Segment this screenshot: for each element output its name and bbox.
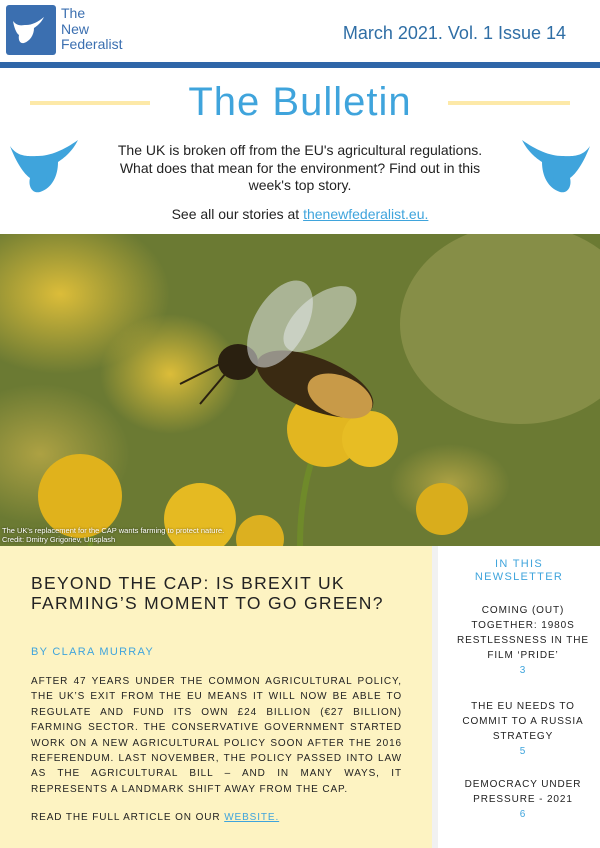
bull-right-icon — [508, 134, 594, 198]
read-more-line — [31, 812, 279, 823]
see-all-line — [0, 206, 600, 222]
contents-item[interactable] — [438, 699, 600, 759]
contents-heading-line-2: NEWSLETTER — [474, 571, 564, 583]
bulletin-intro: The UK is broken off from the EU's agricultural regulations. What does that mean for the environment? Find out in this week's top story. — [117, 142, 483, 193]
article-body: AFTER 47 YEARS UNDER THE COMMON AGRICULTURAL POLICY, THE UK’S EXIT FROM THE EU MEANS IT WILL NOW BE ABLE TO REGULATE AND FUND ITS OWN £24 BILLION (€27 BILLION) FARMING SECTOR. THE CONSERVATIVE GOVERNMENT STARTED WORK ON A NEW AGRICULTURAL POLICY SOON AFTER THE 2016 REFERENDUM. LAST NOVEMBER, THE POLICY PASSED INTO LAW AS THE AGRICULTURAL BILL – AND IN MANY WAYS, IT REPRESENTS A LANDMARK SHIFT AWAY FROM THE CAP. — [31, 676, 402, 795]
bull-left-icon — [6, 134, 92, 198]
see-all-text: See all our stories at — [171, 206, 304, 222]
contents-item-page: 3 — [519, 665, 527, 676]
newsletter-contents — [432, 546, 600, 848]
logo[interactable] — [6, 5, 56, 55]
article-byline: BY CLARA MURRAY — [31, 646, 155, 658]
contents-heading-line-1: IN THIS — [494, 558, 543, 570]
photo-caption — [2, 526, 224, 544]
logo-text — [61, 6, 122, 53]
article-headline[interactable]: BEYOND THE CAP: IS BREXIT UK FARMING’S MOMENT TO GO GREEN? — [31, 573, 384, 613]
bulletin-title: The Bulletin — [188, 80, 412, 124]
logo-line-1: The — [61, 5, 86, 21]
contents-item-title: DEMOCRACY UNDER PRESSURE - 2021 — [464, 779, 582, 805]
contents-heading — [438, 558, 600, 584]
contents-item-title: THE EU NEEDS TO COMMIT TO A RUSSIA STRATEGY — [462, 701, 584, 742]
logo-line-3: Federalist — [61, 36, 123, 52]
read-more-text: READ THE FULL ARTICLE ON OUR — [31, 812, 225, 823]
contents-item-title: COMING (OUT) TOGETHER: 1980S RESTLESSNESS IN THE FILM ‘PRIDE’ — [457, 605, 589, 661]
masthead — [0, 0, 600, 62]
bull-logo-icon — [10, 13, 52, 47]
feature-photo — [0, 234, 600, 546]
contents-item-page: 5 — [519, 746, 527, 757]
bee-on-flower-image — [0, 234, 600, 546]
contents-item[interactable] — [438, 777, 600, 822]
photo-caption-line-2: Credit: Dmitry Grigoriev, Unsplash — [2, 535, 116, 544]
top-story — [0, 546, 432, 848]
website-link[interactable]: thenewfederalist.eu. — [303, 206, 429, 222]
logo-line-2: New — [61, 20, 90, 37]
issue-info: March 2021. Vol. 1 Issue 14 — [342, 23, 566, 43]
contents-item[interactable] — [438, 603, 600, 678]
photo-caption-line-1: The UK's replacement for the CAP wants farming to protect nature. — [2, 526, 225, 535]
website-article-link[interactable]: WEBSITE. — [224, 812, 280, 823]
contents-item-page: 6 — [519, 809, 527, 820]
header-divider — [0, 62, 600, 68]
